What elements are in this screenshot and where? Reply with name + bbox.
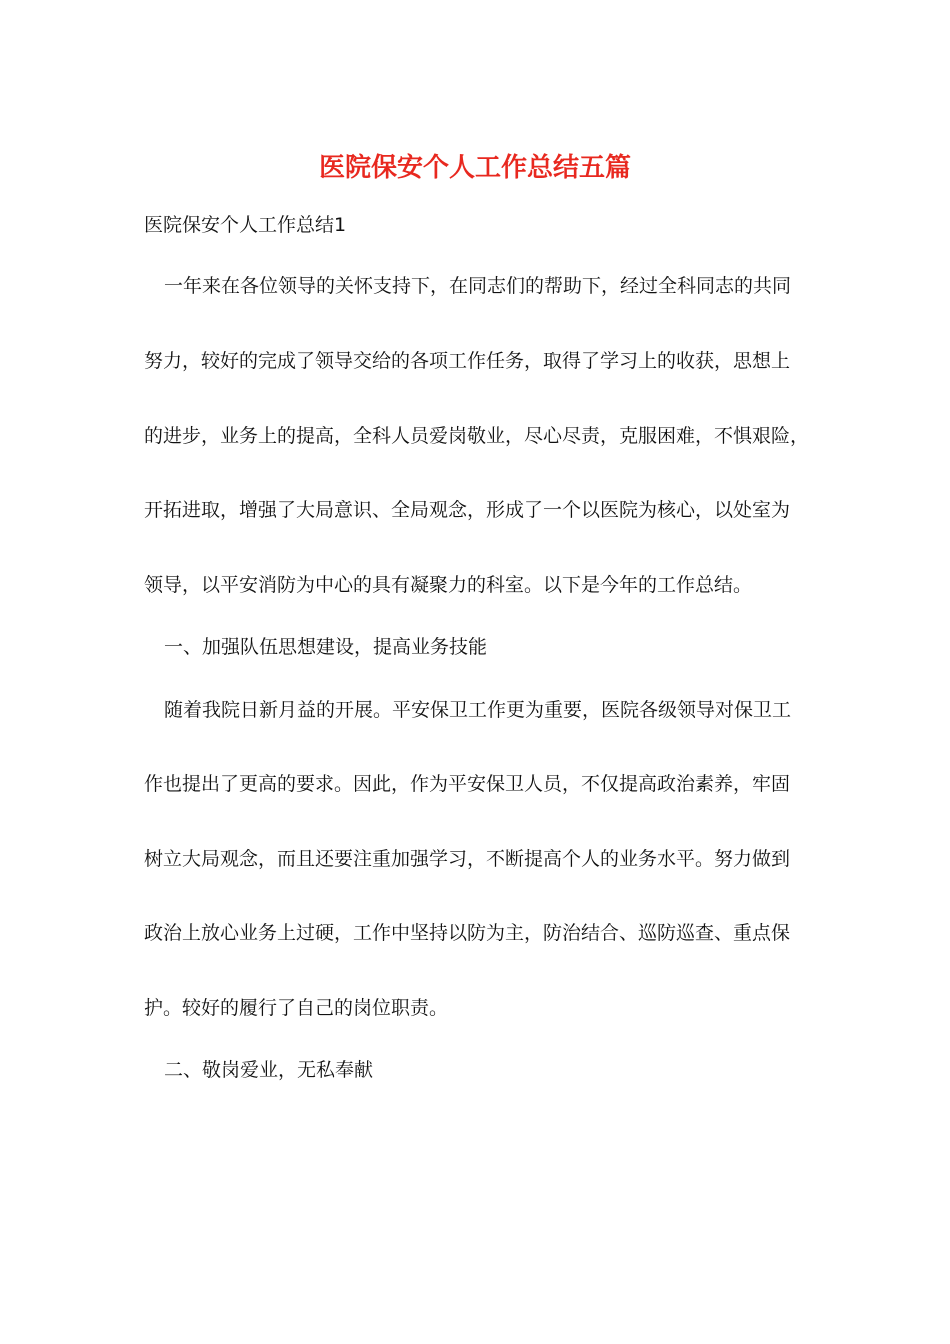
section-heading: 一、加强队伍思想建设，提高业务技能 [164, 636, 488, 658]
paragraph-line: 的进步，业务上的提高，全科人员爱岗敬业，尽心尽责，克服困难，不惧艰险， [144, 425, 810, 447]
document-subtitle: 医院保安个人工作总结1 [144, 214, 347, 236]
paragraph-line: 开拓进取，增强了大局意识、全局观念，形成了一个以医院为核心，以处室为 [144, 499, 791, 521]
paragraph-line: 努力，较好的完成了领导交给的各项工作任务，取得了学习上的收获，思想上 [144, 350, 791, 372]
paragraph-line: 作也提出了更高的要求。因此，作为平安保卫人员，不仅提高政治素养，牢固 [144, 773, 791, 795]
paragraph-line: 随着我院日新月益的开展。平安保卫工作更为重要，医院各级领导对保卫工 [164, 699, 792, 721]
document-title: 医院保安个人工作总结五篇 [318, 153, 631, 183]
paragraph-line: 一年来在各位领导的关怀支持下，在同志们的帮助下，经过全科同志的共同 [164, 275, 792, 297]
paragraph-line: 护。较好的履行了自己的岗位职责。 [144, 997, 449, 1019]
paragraph-line: 树立大局观念，而且还要注重加强学习，不断提高个人的业务水平。努力做到 [144, 848, 791, 870]
paragraph-line: 领导，以平安消防为中心的具有凝聚力的科室。以下是今年的工作总结。 [144, 574, 753, 596]
paragraph-line: 政治上放心业务上过硬，工作中坚持以防为主，防治结合、巡防巡查、重点保 [144, 922, 791, 944]
section-heading: 二、敬岗爱业，无私奉献 [164, 1059, 374, 1081]
